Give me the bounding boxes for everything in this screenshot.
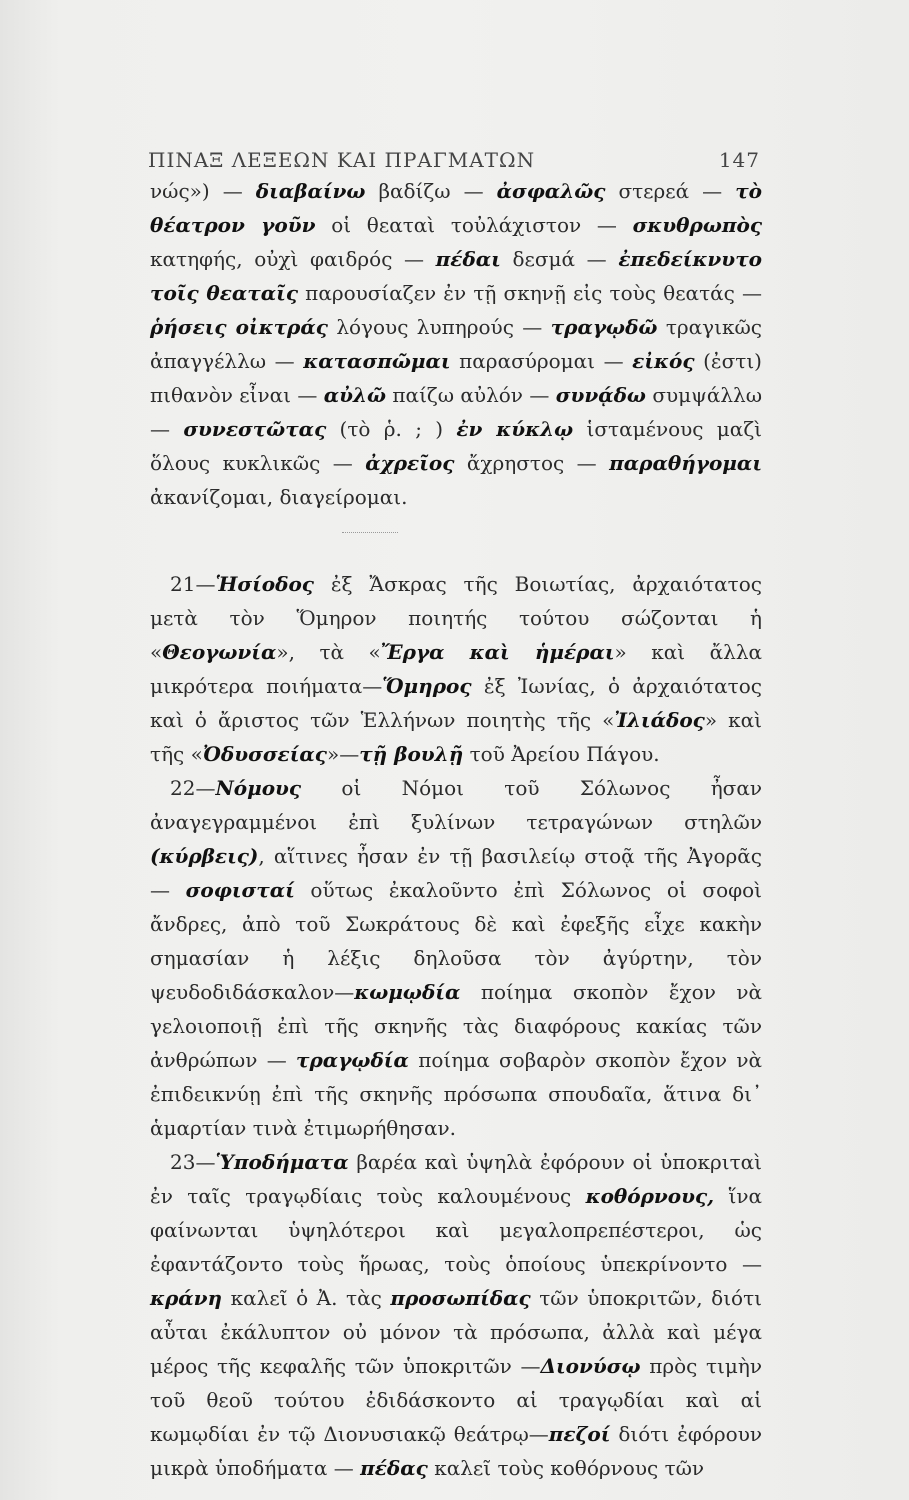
- text-run: λόγους λυπηρούς —: [327, 315, 551, 339]
- text-run: »—: [326, 742, 360, 766]
- text-run: ἱσταμένους μαζὶ ὅλους κυκλικῶς —: [150, 417, 762, 475]
- text-run: στερεά —: [605, 179, 736, 203]
- text-run: ἐξ Ἄσκρας τῆς Βοιωτίας, ἀρχαιότατος μετὰ τὸν Ὅμηρον ποιητής τούτου σώζονται ἡ «: [150, 572, 762, 664]
- headword: Ἔργα καὶ ἡμέραι: [380, 640, 615, 664]
- headword: ῥήσεις οἰκτράς: [150, 315, 328, 339]
- note-number: 21—: [170, 572, 216, 596]
- headword: Θεογωνία: [162, 640, 277, 664]
- text-run: οἱ Νόμοι τοῦ Σόλωνος ἦσαν ἀναγεγραμμένοι ἐπὶ ξυλίνων τετραγώνων στηλῶν: [150, 776, 762, 834]
- text-run: οἱ θεαταὶ τοὐλάχιστον —: [315, 213, 633, 237]
- headword: Ἰλιάδος: [614, 708, 705, 732]
- headword: προσωπίδας: [390, 1286, 531, 1310]
- headword: παραθήγομαι: [609, 451, 762, 475]
- headword: ἐπεδείκνυτο τοῖς θεαταῖς: [150, 247, 762, 305]
- headword: αὐλῶ: [323, 383, 387, 407]
- text-run: —: [209, 179, 256, 203]
- headword: ἀχρεῖος: [365, 451, 455, 475]
- text-run: » καὶ τῆς «: [150, 708, 762, 766]
- headword: πέδαι: [435, 247, 501, 271]
- headword: τῇ βουλῇ: [359, 742, 464, 766]
- text-run: παρουσίαζεν ἐν τῇ σκηνῇ εἰς τοὺς θεατάς —: [298, 281, 762, 305]
- text-run: βαρέα καὶ ὑψηλὰ ἐφόρουν οἱ ὑποκριταὶ ἐν ταῖς τραγῳδίαις τοὺς καλουμένους: [150, 1150, 762, 1208]
- headword: τὸ θέατρον γοῦν: [150, 179, 762, 237]
- text-run: τοῦ Ἀρείου Πάγου.: [463, 742, 660, 766]
- headword: Ἡσίοδος: [215, 572, 314, 596]
- text-run: δεσμά —: [500, 247, 619, 271]
- headword: σοφισταί: [185, 878, 295, 902]
- headword: Ὅμηρος: [382, 674, 472, 698]
- note-22: [150, 771, 762, 1145]
- headword: (κύρβεις): [150, 844, 259, 868]
- headword: συνᾴδω: [555, 383, 646, 407]
- text-run: ποίημα σκοπὸν ἔχον νὰ γελοιοποιῇ ἐπὶ τῆς σκηνῆς τὰς διαφόρους κακίας τῶν ἀνθρώπων —: [150, 980, 762, 1072]
- text-run: συμψάλλω —: [150, 383, 763, 441]
- headword: ἐν κύκλῳ: [456, 417, 574, 441]
- page-number: 147: [718, 148, 760, 172]
- text-run: ποίημα σοβαρὸν σκοπὸν ἔχον νὰ ἐπιδεικνύῃ ἐπὶ τῆς σκηνῆς πρόσωπα σπουδαῖα, ἅτινα δι᾽ ἁμαρτίαν τινὰ ἐτιμωρήθησαν.: [150, 1048, 762, 1140]
- text-run: καλεῖ ὁ Ἀ. τὰς: [222, 1286, 391, 1310]
- text-run: (τὸ ῥ. ; ): [326, 417, 457, 441]
- section-divider: [342, 532, 398, 533]
- headword: Ὑποδήματα: [215, 1150, 349, 1174]
- text-run: ἀκανίζομαι, διαγείρομαι.: [150, 485, 408, 509]
- headword: ἀσφαλῶς: [496, 179, 606, 203]
- headword: Ὀδυσσείας: [202, 742, 327, 766]
- text-run: παίζω αὐλόν —: [386, 383, 556, 407]
- headword: διαβαίνω: [255, 179, 366, 203]
- text-run: (ἐστι) πιθανὸν εἶναι —: [150, 349, 762, 407]
- text-run: ἐξ Ἰωνίας, ὁ ἀρχαιότατος καὶ ὁ ἄριστος τῶν Ἑλλήνων ποιητὴς τῆς «: [150, 674, 762, 732]
- text-run: », τὰ «: [276, 640, 381, 664]
- text-run: τραγικῶς ἀπαγγέλλω —: [150, 315, 762, 373]
- text-run: καλεῖ τοὺς κοθόρνους τῶν: [427, 1456, 705, 1480]
- headword: εἰκός: [632, 349, 695, 373]
- running-head-title: ΠΙΝΑΞ ΛΕΞΕΩΝ ΚΑΙ ΠΡΑΓΜΑΤΩΝ: [148, 148, 536, 172]
- text-run: διότι ἐφόρουν μικρὰ ὑποδήματα —: [150, 1422, 763, 1480]
- headword: κράνη: [150, 1286, 223, 1310]
- text-run: » καὶ ἄλλα μικρότερα ποιήματα—: [150, 640, 763, 698]
- headword: σκυθρωπὸς: [632, 213, 763, 237]
- headword: κωμῳδία: [354, 980, 461, 1004]
- text-run: πρὸς τιμὴν τοῦ θεοῦ τούτου ἐδιδάσκοντο αἱ τραγῳδίαι καὶ αἱ κωμῳδίαι ἐν τῷ Διονυσιακῷ θεάτρῳ—: [150, 1354, 763, 1446]
- note-23: [150, 1145, 762, 1485]
- text-run: , αἵτινες ἦσαν ἐν τῇ βασιλείῳ στοᾷ τῆς Ἀγορᾶς —: [150, 844, 762, 902]
- headword: Διονύσῳ: [540, 1354, 641, 1378]
- note-number: 23—: [170, 1150, 216, 1174]
- glossary-notes: [150, 567, 762, 1485]
- headword: συνεστῶτας: [183, 417, 327, 441]
- text-run: ἄχρηστος —: [454, 451, 610, 475]
- headword: τραγῳδία: [296, 1048, 409, 1072]
- text-run: κατηφής, οὐχὶ φαιδρός —: [150, 247, 436, 271]
- note-21: [150, 567, 762, 771]
- text-run: νώς»): [150, 179, 210, 203]
- headword: κοθόρνους,: [585, 1184, 715, 1208]
- paragraph: [150, 174, 762, 514]
- headword: πέδας: [360, 1456, 428, 1480]
- text-run: τῶν ὑποκριτῶν, διότι αὗται ἐκάλυπτον οὐ μόνον τὰ πρόσωπα, ἀλλὰ καὶ μέγα μέρος τῆς κεφαλῆς τῶν ὑποκριτῶν —: [150, 1286, 762, 1378]
- text-run: βαδίζω —: [365, 179, 497, 203]
- headword: τραγῳδῶ: [550, 315, 658, 339]
- text-run: παρασύρομαι —: [450, 349, 633, 373]
- glossary-continuation: [150, 174, 762, 514]
- headword: Νόμους: [215, 776, 302, 800]
- headword: πεζοί: [548, 1422, 611, 1446]
- note-number: 22—: [170, 776, 216, 800]
- text-run: ἵνα φαίνωνται ὑψηλότεροι καὶ μεγαλοπρεπέστεροι, ὡς ἐφαντάζοντο τοὺς ἥρωας, τοὺς ὁποίους ὑπεκρίνοντο —: [150, 1184, 762, 1276]
- text-run: οὕτως ἐκαλοῦντο ἐπὶ Σόλωνος οἱ σοφοὶ ἄνδρες, ἀπὸ τοῦ Σωκράτους δὲ καὶ ἐφεξῆς εἶχε κακὴν σημασίαν ἡ λέξις δηλοῦσα τὸν ἀγύρτην, τὸν ψευδοδιδάσκαλον—: [150, 878, 762, 1004]
- headword: κατασπῶμαι: [303, 349, 451, 373]
